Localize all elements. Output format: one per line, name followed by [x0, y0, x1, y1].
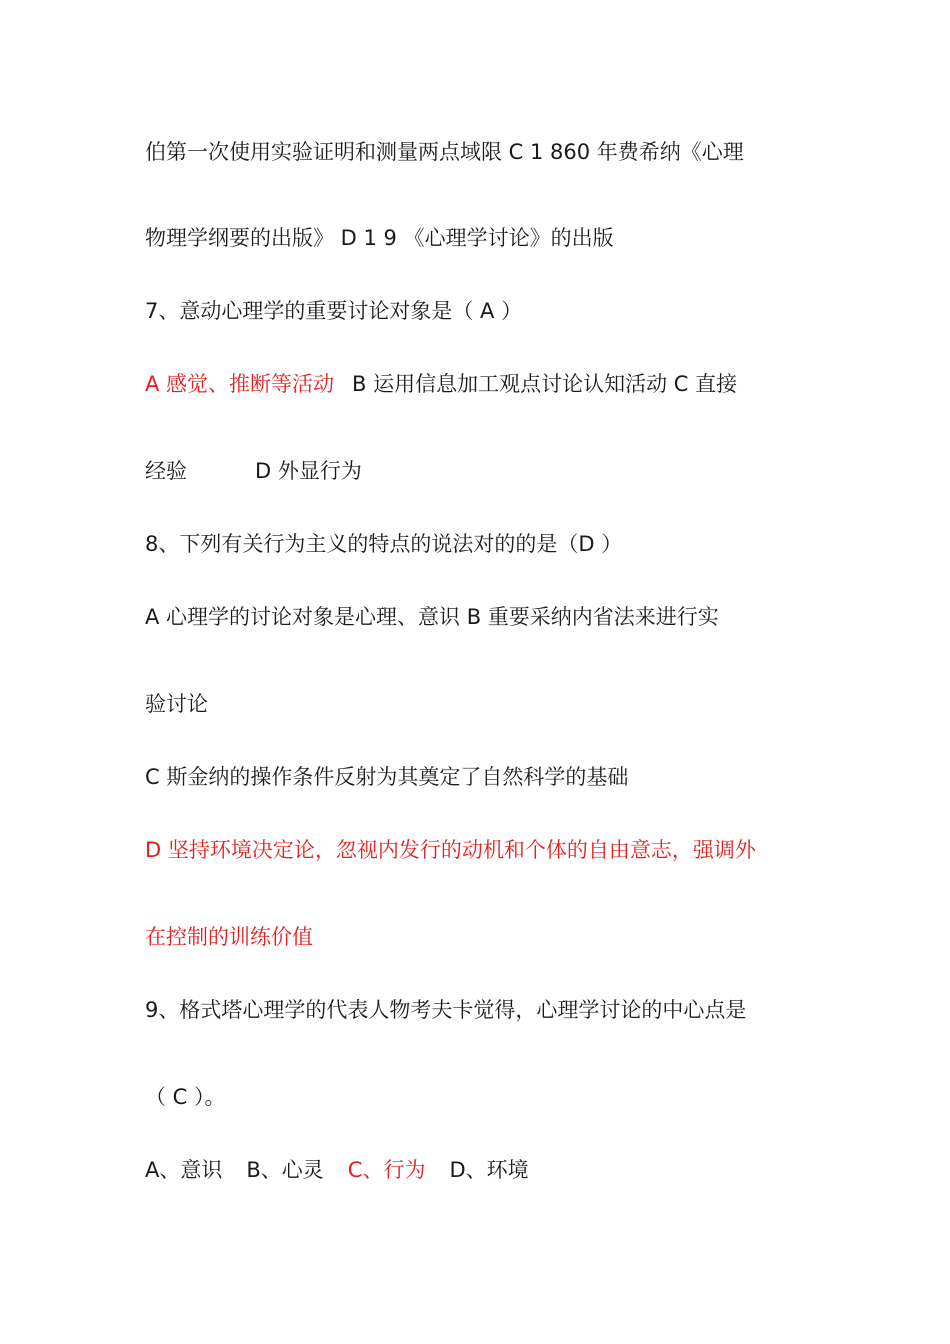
- correct-option: 在控制的训练价值: [145, 925, 313, 949]
- option-text: 验讨论: [145, 692, 208, 716]
- question-9: [145, 995, 815, 1025]
- correct-option: C、行为: [347, 1158, 426, 1182]
- question-7-options-cont: [145, 456, 815, 486]
- option-text: B、心灵: [246, 1158, 324, 1182]
- text-line: [145, 223, 815, 253]
- option-text: C 斯金纳的操作条件反射为其奠定了自然科学的基础: [145, 765, 629, 789]
- option-text: A 心理学的讨论对象是心理、意识 B 重要采纳内省法来进行实: [145, 605, 719, 629]
- continuation-text: 伯第一次使用实验证明和测量两点域限 C 1 860 年费希纳《心理: [145, 140, 744, 164]
- question-7: [145, 296, 815, 326]
- question-7-options: [145, 369, 815, 399]
- option-text: D、环境: [449, 1158, 529, 1182]
- question-text: 9、格式塔心理学的代表人物考夫卡觉得，心理学讨论的中心点是: [145, 998, 747, 1022]
- correct-option: D 坚持环境决定论，忽视内发行的动机和个体的自由意志，强调外: [145, 838, 756, 862]
- option-text: 经验: [145, 459, 187, 483]
- question-8: [145, 529, 815, 559]
- option-text: D 外显行为: [255, 459, 362, 483]
- question-text: 8、下列有关行为主义的特点的说法对的的是（D ）: [145, 532, 623, 556]
- question-9-options: [145, 1155, 815, 1185]
- question-9-cont: [145, 1082, 815, 1112]
- question-text: 7、意动心理学的重要讨论对象是（ A ）: [145, 299, 523, 323]
- option-text: B 运用信息加工观点讨论认知活动 C 直接: [352, 372, 738, 396]
- question-8-option-d: [145, 835, 815, 865]
- option-text: A、意识: [145, 1158, 223, 1182]
- text-line: [145, 137, 815, 167]
- continuation-text: 物理学纲要的出版》 D 1 9 《心理学讨论》的出版: [145, 226, 614, 250]
- question-text: （ C ）。: [145, 1085, 226, 1109]
- correct-option: A 感觉、推断等活动: [145, 372, 335, 396]
- question-8-options: [145, 602, 815, 632]
- question-8-option-d-cont: [145, 922, 815, 952]
- question-8-option-c: [145, 762, 815, 792]
- question-8-options-cont: [145, 689, 815, 719]
